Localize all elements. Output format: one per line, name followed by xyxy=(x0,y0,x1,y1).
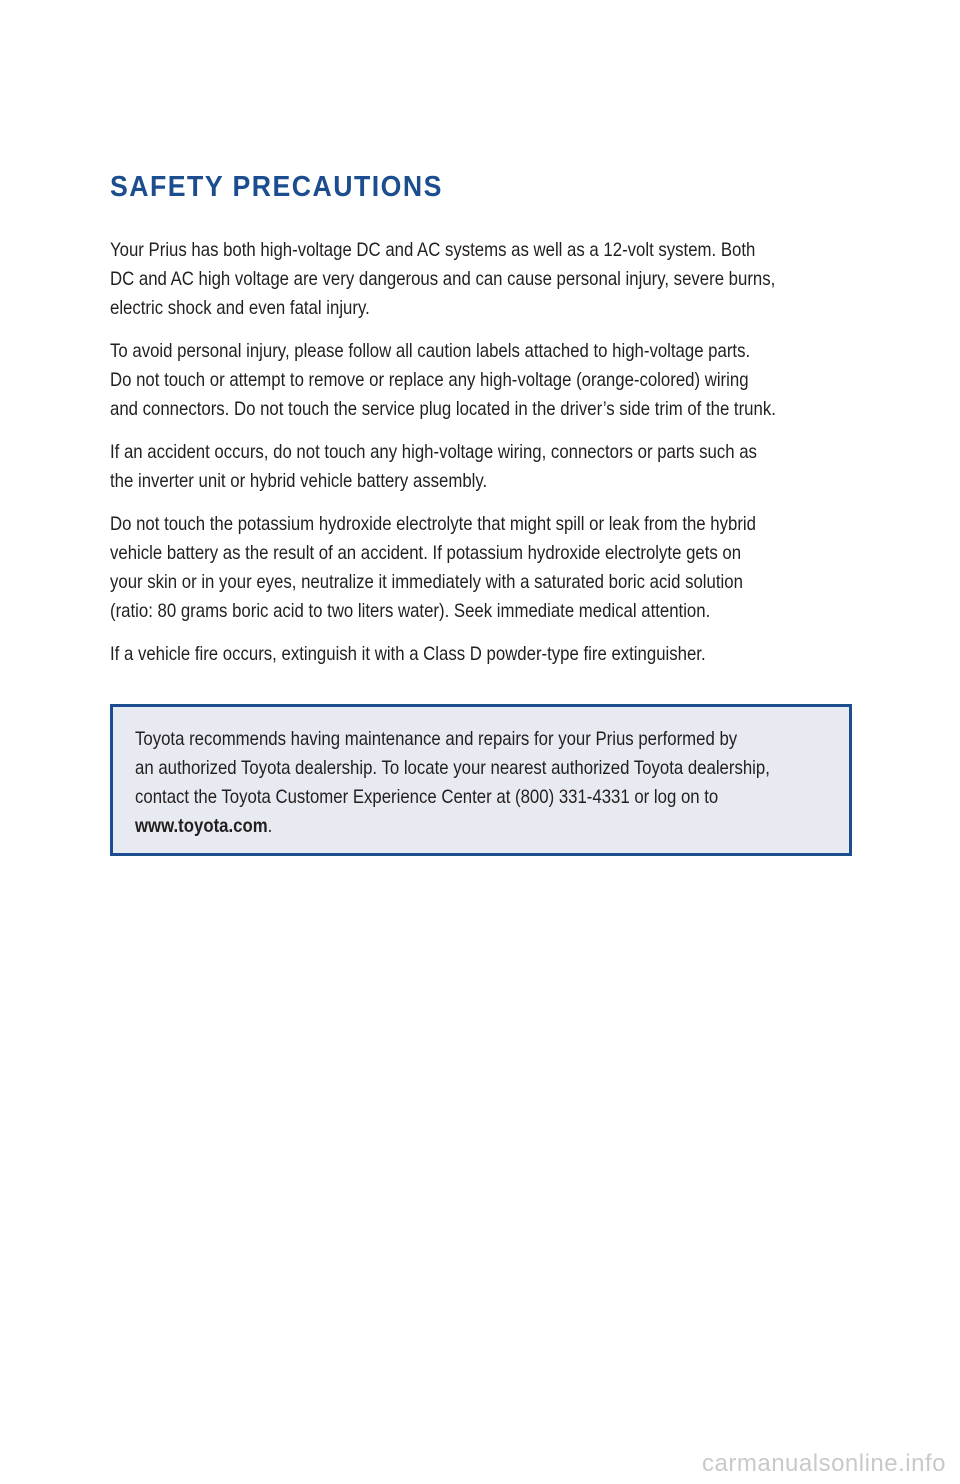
text-line: Do not touch or attempt to remove or replace any high-voltage (orange-colored) wiring xyxy=(110,369,749,391)
safety-text xyxy=(110,236,910,683)
text-line: the inverter unit or hybrid vehicle battery assembly. xyxy=(110,470,488,492)
paragraph-fire xyxy=(110,640,850,669)
text-line: (ratio: 80 grams boric acid to two liters water). Seek immediate medical attention. xyxy=(110,600,711,622)
text-line: Your Prius has both high-voltage DC and AC systems as well as a 12-volt system. Both xyxy=(110,239,756,261)
paragraph-voltage-systems xyxy=(110,236,850,323)
paragraph-caution-labels xyxy=(110,337,850,424)
text-line: If an accident occurs, do not touch any high-voltage wiring, connectors or parts such as xyxy=(110,441,757,463)
paragraph-electrolyte xyxy=(110,510,850,626)
text-line: electric shock and even fatal injury. xyxy=(110,297,370,319)
note-text xyxy=(135,725,875,841)
toyota-website-link[interactable]: www.toyota.com xyxy=(135,815,268,837)
text-line: and connectors. Do not touch the service plug located in the driver’s side trim of the trunk. xyxy=(110,398,776,420)
note-line: contact the Toyota Customer Experience Center at (800) 331-4331 or log on to xyxy=(135,786,719,808)
note-line-link xyxy=(135,812,875,841)
text-line: your skin or in your eyes, neutralize it immediately with a saturated boric acid solution xyxy=(110,571,743,593)
link-suffix: . xyxy=(267,815,273,837)
page-title: SAFETY PRECAUTIONS xyxy=(110,171,443,203)
watermark: carmanualsonline.info xyxy=(702,1450,946,1477)
text-line: To avoid personal injury, please follow all caution labels attached to high-voltage parts. xyxy=(110,340,751,362)
text-line: Do not touch the potassium hydroxide electrolyte that might spill or leak from the hybrid xyxy=(110,513,756,535)
note-line: Toyota recommends having maintenance and repairs for your Prius performed by xyxy=(135,728,738,750)
dealership-note-box xyxy=(110,704,852,856)
text-line: vehicle battery as the result of an accident. If potassium hydroxide electrolyte gets on xyxy=(110,542,742,564)
text-line: If a vehicle fire occurs, extinguish it with a Class D powder-type fire extinguisher. xyxy=(110,643,706,665)
note-line: an authorized Toyota dealership. To locate your nearest authorized Toyota dealership, xyxy=(135,757,770,779)
text-line: DC and AC high voltage are very dangerous and can cause personal injury, severe burns, xyxy=(110,268,776,290)
paragraph-accident xyxy=(110,438,850,496)
